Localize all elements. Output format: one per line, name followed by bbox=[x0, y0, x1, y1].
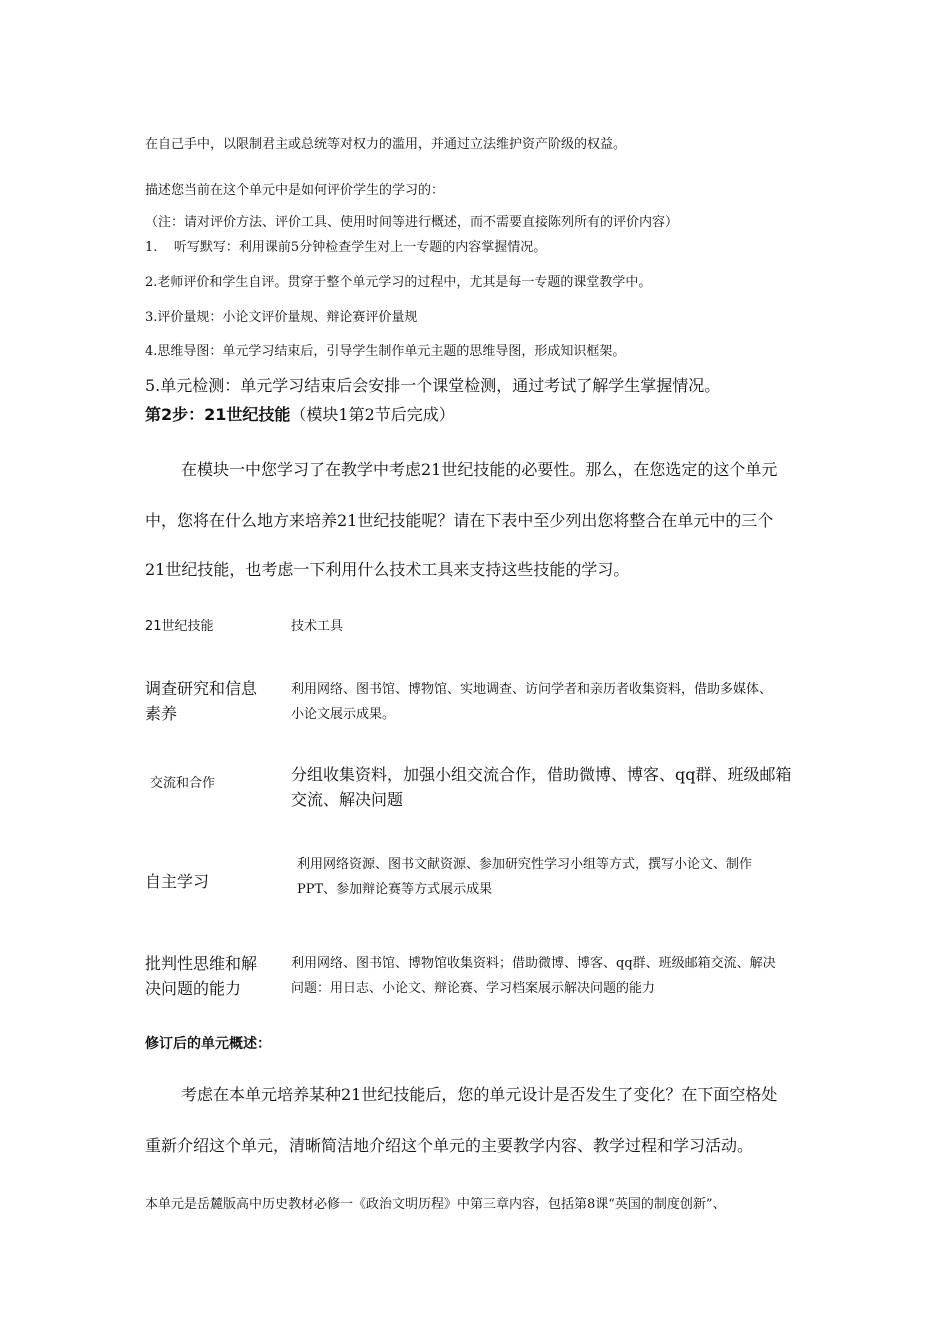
revised-para-line-2: 重新介绍这个单元，清晰简洁地介绍这个单元的主要教学内容、教学过程和学习活动。 bbox=[145, 1136, 754, 1155]
step2-title-note: （模块1第2节后完成） bbox=[290, 405, 455, 424]
eval-item-5: 5.单元检测：单元学习结束后会安排一个课堂检测，通过考试了解学生掌握情况。 bbox=[145, 376, 721, 395]
row1-tools-line-1: 利用网络、图书馆、博物馆、实地调查、访问学者和亲历者收集资料，借助多媒体、 bbox=[291, 682, 773, 697]
intro-line: 在自己手中，以限制君主或总统等对权力的滥用，并通过立法维护资产阶级的权益。 bbox=[145, 137, 627, 152]
eval-item-2: 2.老师评价和学生自评。贯穿于整个单元学习的过程中，尤其是每一专题的课堂教学中。 bbox=[145, 275, 652, 290]
eval-item-1: 1. 听写默写：利用课前5分钟检查学生对上一专题的内容掌握情况。 bbox=[145, 240, 547, 255]
table-header-skill: 21世纪技能 bbox=[145, 619, 214, 634]
table-header-tools: 技术工具 bbox=[291, 619, 344, 634]
row4-tools-line-2: 问题：用日志、小论文、辩论赛、学习档案展示解决问题的能力 bbox=[291, 981, 656, 996]
row4-tools-line-1: 利用网络、图书馆、博物馆收集资料；借助微博、博客、qq群、班级邮箱交流、解决 bbox=[291, 956, 776, 971]
row2-skill: 交流和合作 bbox=[150, 776, 216, 791]
row1-skill-line-1: 调查研究和信息 bbox=[145, 679, 258, 698]
row4-skill-line-1: 批判性思维和解 bbox=[145, 954, 258, 973]
eval-prompt: 描述您当前在这个单元中是如何评价学生的学习的： bbox=[145, 183, 445, 198]
step2-title: 第2步：21世纪技能 bbox=[145, 405, 291, 424]
row4-skill-line-2: 决问题的能力 bbox=[145, 979, 242, 998]
eval-item-4: 4.思维导图：单元学习结束后，引导学生制作单元主题的思维导图，形成知识框架。 bbox=[145, 344, 626, 359]
step2-para-line-2: 中，您将在什么地方来培养21世纪技能呢？请在下表中至少列出您将整合在单元中的三个 bbox=[145, 511, 774, 530]
row3-tools-line-1: 利用网络资源、图书文献资源、参加研究性学习小组等方式，撰写小论文、制作 bbox=[297, 857, 753, 872]
step2-para-line-1: 在模块一中您学习了在教学中考虑21世纪技能的必要性。那么，在您选定的这个单元 bbox=[181, 460, 778, 479]
step2-heading bbox=[145, 402, 455, 425]
step2-para-line-3: 21世纪技能，也考虑一下利用什么技术工具来支持这些技能的学习。 bbox=[145, 560, 630, 579]
eval-note: （注：请对评价方法、评价工具、使用时间等进行概述，而不需要直接陈列所有的评价内容） bbox=[145, 215, 679, 230]
row3-tools-line-2: PPT、参加辩论赛等方式展示成果 bbox=[297, 882, 493, 897]
revised-last-line: 本单元是岳麓版高中历史教材必修一《政治文明历程》中第三章内容，包括第8课“英国的制度创新”、 bbox=[145, 1197, 726, 1212]
revised-para-line-1: 考虑在本单元培养某种21世纪技能后，您的单元设计是否发生了变化？在下面空格处 bbox=[181, 1085, 778, 1104]
row3-skill: 自主学习 bbox=[145, 872, 210, 891]
row1-tools-line-2: 小论文展示成果。 bbox=[291, 707, 396, 722]
revised-heading: 修订后的单元概述： bbox=[145, 1036, 271, 1052]
row2-tools-line-1: 分组收集资料，加强小组交流合作，借助微博、博客、qq群、班级邮箱 bbox=[291, 765, 792, 784]
row1-skill-line-2: 素养 bbox=[145, 704, 178, 723]
row2-tools-line-2: 交流、解决问题 bbox=[291, 790, 404, 809]
eval-item-3: 3.评价量规：小论文评价量规、辩论赛评价量规 bbox=[145, 310, 418, 325]
